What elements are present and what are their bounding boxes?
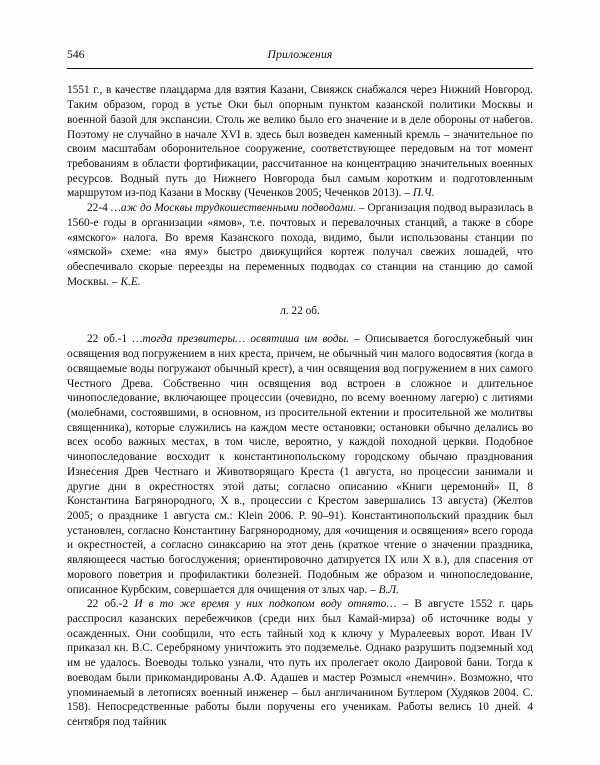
commentary-run: 22 об.-2 [87,598,135,611]
running-head-title: Приложения [267,48,333,61]
commentary-run: 22-4 [87,202,111,215]
commentary-run: – В августе 1552 г. царь расспросил казанских перебежчиков (среди них был Камай-мирза) об источнике воды у осажденных. Они сообщили, что есть тайный ход к ключу у Муралеевых ворот. Иван IV приказал кн. В.С. Серебряному уничтожить это подземелье. Однако разрушить подземный ход им не удалось. Воеводы только узнали, что путь их пролегает около Даировой бани. Тогда к воеводам были прикомандированы А.Ф. Адашев и мастер Розмысл «немчин». Возможно, что упоминаемый в летописях военный инженер – был англичанином Бутлером (Худяков 2004. С. 158). Непосредственные работы были поручены его ученикам. Работы велись 10 дней. 4 сентября под тайник [67,598,534,729]
commentary-run: – Организация подвод выразилась в 1560-е годы в организации «ямов», т.е. почтовых и перевалочных станций, а также в сборе «ямского» налога. Во время Казанского похода, видимо, были использованы станции по «ямской» схеме: «на яму» быстро движущийся кортеж получал свежих лошадей, что обеспечивало скорые переезды на переменных подводах со станции на станцию до самой Москвы. – [67,202,533,288]
folio-heading: л. 22 об. [280,305,320,318]
paragraph-1551 [67,83,533,201]
commentary-run: – Описывается богослужебный чин освящения вод погружением в них креста, причем, не обычный чин малого водосвятия (когда в освящаемые воды погружают обычный крест), а чин освящения вод погружением в них самого Честного Древа. Собственно чин освящения вод встроен в сложное и длительное чинопоследование, включающее процессии (очевидно, по всему военному лагерю) с литиями (молебнами, состоявшими, в основном, из просительной ектении и просительной же молитвы священника), которые служились на каждом месте остановки; остановки обычно делались во всех особо важных местах, в том числе, вероятно, у каждой походной церкви. Подобное чинопоследование восходит к константинопольскому городскому обычаю празднования Изнесения Древ Честнаго и Животворящаго Креста (1 августа, но процессии занимали и другие дни в окрестностях этой даты; согласно описанию «Книги церемоний» II, 8 Константина Багрянородного, X в., процессии с Крестом завершались 13 августа) (Желтов 2005; о празднике 1 августа см.: Klein 2006. P. 90–91). Константинопольский праздник был установлен, согласно Константину Багрянородному, для «очищения и освящения» всего города и окрестностей, а согласно синаксарию на этот день (краткое чтение о значении праздника, являющееся частью богослужения; ориентировочно датируется IX или X в.), для спасения от морового поветрия и профилактики болезней. Подобным же образом и чинопоследование, описанное Курбским, совершается для очищения от злых чар. – [67,333,533,596]
running-head [67,48,533,64]
paragraph-note-22-4 [67,201,533,289]
page-number: 546 [67,48,85,61]
lemma-italic-run: …аж до Москвы трудкошественными подводами. [110,202,356,215]
lemma-italic-run: К.Е. [120,275,141,288]
page-content-area [67,48,533,730]
lemma-italic-run: …тогда презвитеры… освятиша им воды. [132,333,349,346]
spacer-above-folio-heading [67,289,533,304]
header-divider-rule [67,68,533,69]
commentary-run: 22 об.-1 [87,333,133,346]
lemma-italic-run: П.Ч. [412,187,435,200]
lemma-italic-run: И в то же время у них подкопом воду отнято… [134,598,397,611]
body-text-column [67,83,533,729]
paragraph-note-22ob-2 [67,597,533,729]
lemma-italic-run: В.Л. [378,583,399,596]
paragraph-note-22ob-1 [67,332,533,597]
commentary-run: 1551 г., в качестве плацдарма для взятия Казани, Свияжск снабжался через Нижний Новгород. Таким образом, город в устье Оки был опорным пунктом казанской политики Москвы и военной базой для экспансии. Столь же велико было его значение и в деле обороны от набегов. Поэтому не случайно в начале XVI в. здесь был возведен каменный кремль – значительное по своим масштабам оборонительное сооружение, соответствующее передовым на тот момент требованиям в области фортификации, рассчитанное на концентрацию значительных военных ресурсов. Водный путь до Нижнего Новгорода был самым коротким и подготовленным маршрутом из-под Казани в Москву (Чеченков 2005; Чеченков 2013). – [67,84,533,200]
spacer-below-folio-heading [67,319,533,333]
